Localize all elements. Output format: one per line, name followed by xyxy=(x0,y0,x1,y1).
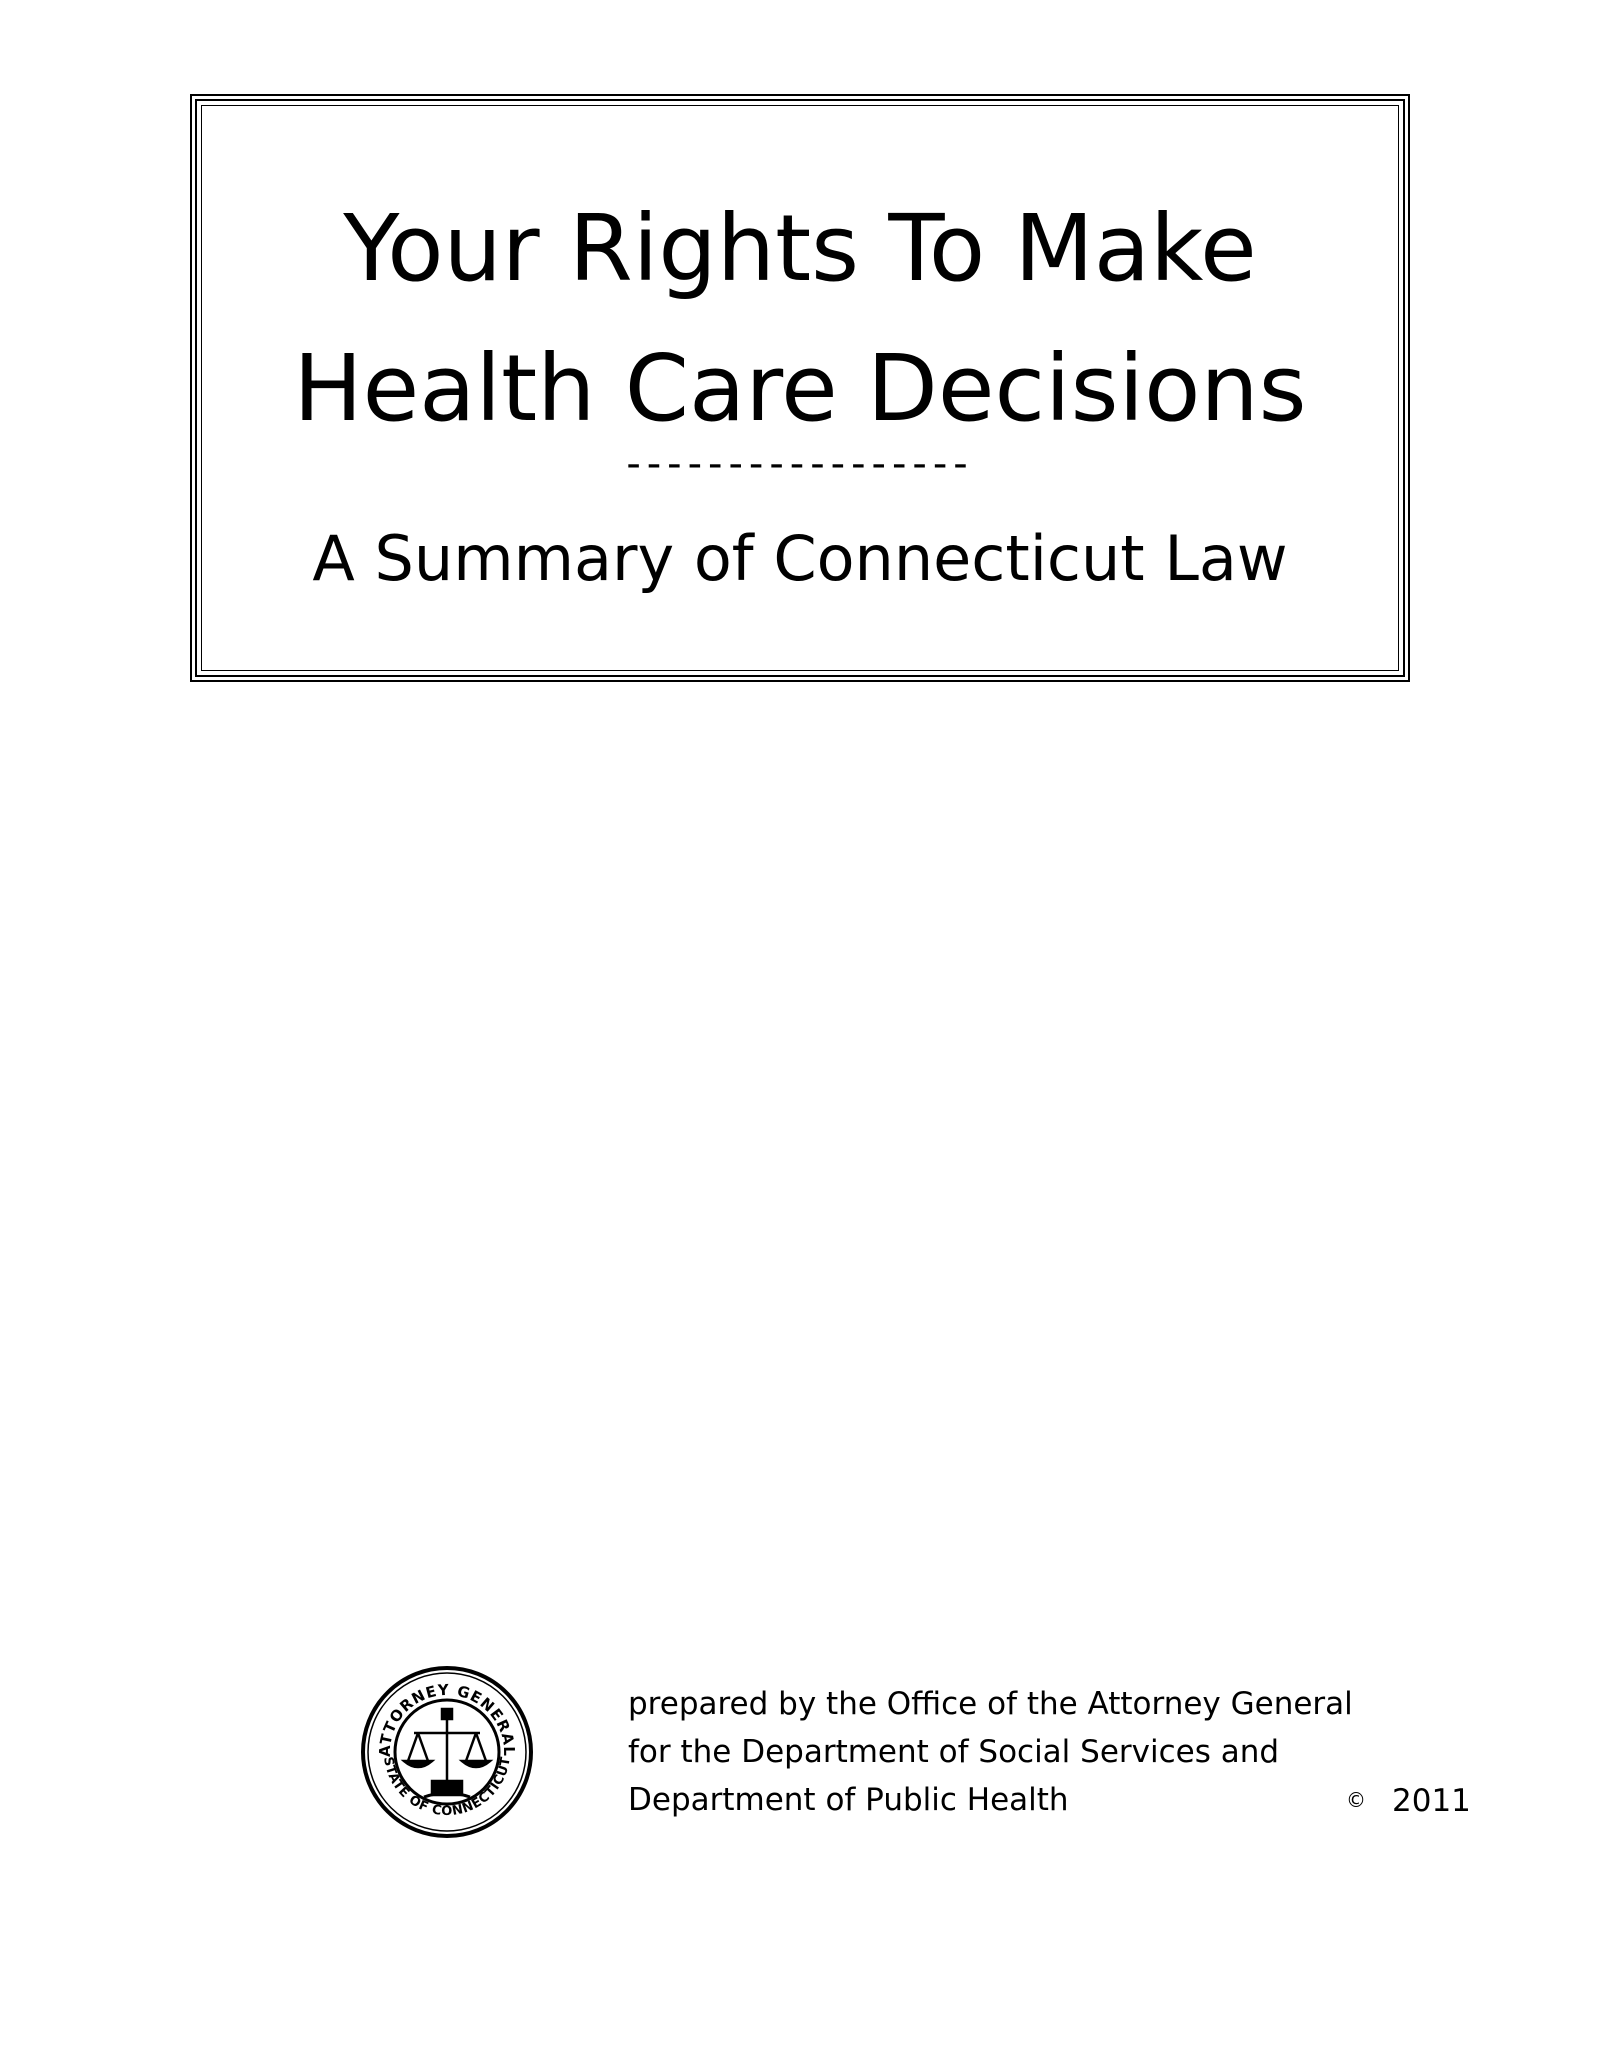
prepared-by-line-2: for the Department of Social Services and xyxy=(628,1734,1280,1770)
scales-of-justice-icon xyxy=(404,1709,490,1797)
document-subtitle: A Summary of Connecticut Law xyxy=(312,522,1288,595)
title-line-1: Your Rights To Make xyxy=(343,195,1257,302)
title-divider: ----------------- xyxy=(626,441,974,487)
prepared-by-line-1: prepared by the Office of the Attorney General xyxy=(628,1686,1353,1722)
document-title xyxy=(197,179,1403,459)
title-line-2: Health Care Decisions xyxy=(293,335,1307,442)
prepared-by-block xyxy=(628,1680,1488,1824)
prepared-by-line-3-wrapper xyxy=(628,1776,1488,1824)
seal-top-text: ATTORNEY GENERAL xyxy=(375,1680,519,1758)
seal-bottom-text: STATE OF CONNECTICUT xyxy=(380,1755,514,1820)
copyright-symbol: © xyxy=(1346,1788,1366,1812)
copyright-year: 2011 xyxy=(1392,1783,1471,1819)
copyright-notice xyxy=(1346,1776,1471,1825)
prepared-by-line-3: Department of Public Health xyxy=(628,1782,1069,1818)
attorney-general-seal-icon xyxy=(360,1665,534,1839)
title-box xyxy=(190,94,1410,682)
